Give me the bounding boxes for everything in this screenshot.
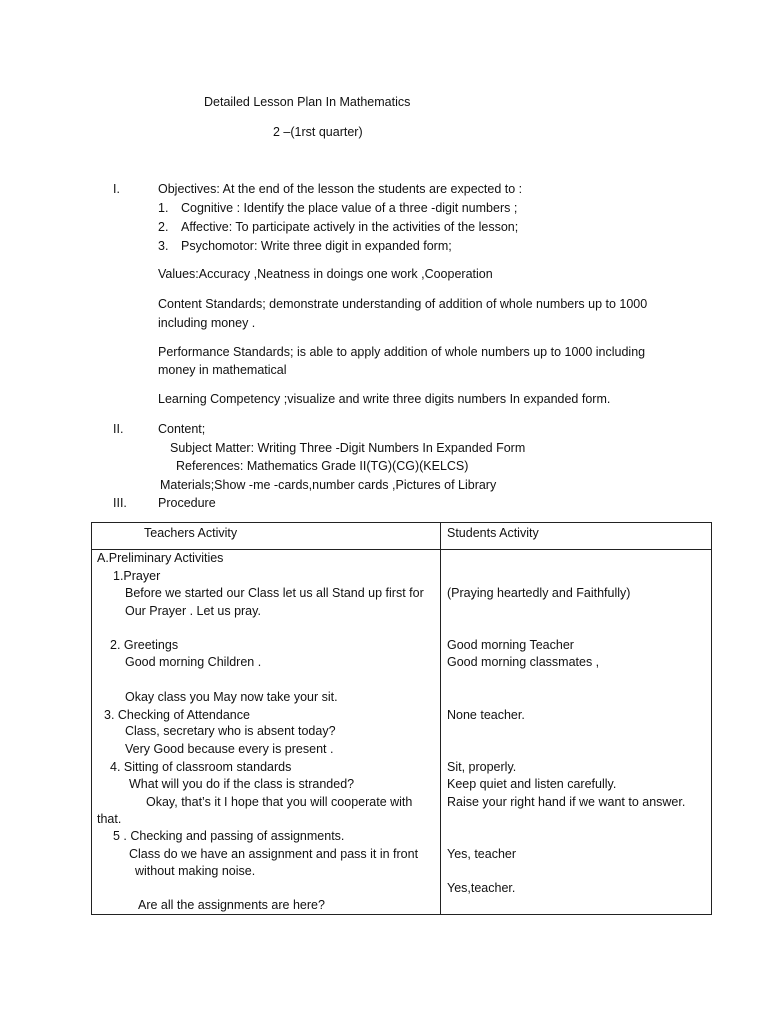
teacher-line: Are all the assignments are here? bbox=[138, 898, 325, 912]
student-line: Good morning classmates , bbox=[447, 655, 600, 669]
student-line: (Praying heartedly and Faithfully) bbox=[447, 586, 631, 600]
student-line: Good morning Teacher bbox=[447, 638, 574, 652]
table-right-border bbox=[711, 522, 712, 915]
student-line: Keep quiet and listen carefully. bbox=[447, 777, 617, 791]
teacher-line: 3. Checking of Attendance bbox=[104, 708, 250, 722]
teacher-line: 4. Sitting of classroom standards bbox=[110, 760, 292, 774]
objective-item-2: Affective: To participate actively in the activities of the lesson; bbox=[181, 220, 519, 234]
section-numeral-content: II. bbox=[113, 422, 124, 436]
objective-number-1: 1. bbox=[158, 201, 169, 215]
document-title: Detailed Lesson Plan In Mathematics bbox=[204, 95, 411, 109]
materials: Materials;Show -me -cards,number cards ,Pictures of Library bbox=[160, 478, 497, 492]
teacher-line: Class do we have an assignment and pass it in front bbox=[129, 847, 419, 861]
references: References: Mathematics Grade II(TG)(CG)(KELCS) bbox=[176, 459, 469, 473]
content-standards-line-2: including money . bbox=[158, 316, 256, 330]
teacher-line: 2. Greetings bbox=[110, 638, 179, 652]
student-line: None teacher. bbox=[447, 708, 525, 722]
teacher-line: Good morning Children . bbox=[125, 655, 262, 669]
document-subtitle: 2 –(1rst quarter) bbox=[273, 125, 363, 139]
performance-standards-line-2: money in mathematical bbox=[158, 363, 287, 377]
header-students-activity: Students Activity bbox=[447, 526, 539, 540]
teacher-line: without making noise. bbox=[135, 864, 256, 878]
subject-matter: Subject Matter: Writing Three -Digit Numbers In Expanded Form bbox=[170, 441, 526, 455]
section-numeral-procedure: III. bbox=[113, 496, 127, 510]
performance-standards-line-1: Performance Standards; is able to apply addition of whole numbers up to 1000 including bbox=[158, 345, 646, 359]
student-line: Sit, properly. bbox=[447, 760, 517, 774]
objectives-heading: Objectives: At the end of the lesson the students are expected to : bbox=[158, 182, 523, 196]
table-left-border bbox=[91, 522, 92, 915]
teacher-line: A.Preliminary Activities bbox=[97, 551, 224, 565]
student-line: Yes, teacher bbox=[447, 847, 517, 861]
content-heading: Content; bbox=[158, 422, 206, 436]
teacher-line: Okay, that’s it I hope that you will cooperate with bbox=[146, 795, 413, 809]
header-teachers-activity: Teachers Activity bbox=[144, 526, 238, 540]
student-line: Raise your right hand if we want to answer. bbox=[447, 795, 686, 809]
section-numeral-objectives: I. bbox=[113, 182, 120, 196]
table-column-divider bbox=[440, 522, 441, 915]
objective-item-3: Psychomotor: Write three digit in expanded form; bbox=[181, 239, 452, 253]
teacher-line: Very Good because every is present . bbox=[125, 742, 334, 756]
values-line: Values:Accuracy ,Neatness in doings one work ,Cooperation bbox=[158, 267, 493, 281]
learning-competency: Learning Competency ;visualize and write three digits numbers In expanded form. bbox=[158, 392, 611, 406]
table-top-border bbox=[91, 522, 712, 523]
procedure-heading: Procedure bbox=[158, 496, 216, 510]
teacher-line: Before we started our Class let us all Stand up first for bbox=[125, 586, 424, 600]
objective-number-2: 2. bbox=[158, 220, 169, 234]
content-standards-line-1: Content Standards; demonstrate understanding of addition of whole numbers up to 1000 bbox=[158, 297, 648, 311]
teacher-line: Class, secretary who is absent today? bbox=[125, 724, 336, 738]
objective-item-1: Cognitive : Identify the place value of a three -digit numbers ; bbox=[181, 201, 518, 215]
teacher-line: that. bbox=[97, 812, 122, 826]
teacher-line: What will you do if the class is stranded? bbox=[129, 777, 355, 791]
teacher-line: Our Prayer . Let us pray. bbox=[125, 604, 261, 618]
teacher-line: Okay class you May now take your sit. bbox=[125, 690, 338, 704]
teacher-line: 1.Prayer bbox=[113, 569, 161, 583]
objective-number-3: 3. bbox=[158, 239, 169, 253]
teacher-line: 5 . Checking and passing of assignments. bbox=[113, 829, 345, 843]
student-line: Yes,teacher. bbox=[447, 881, 516, 895]
